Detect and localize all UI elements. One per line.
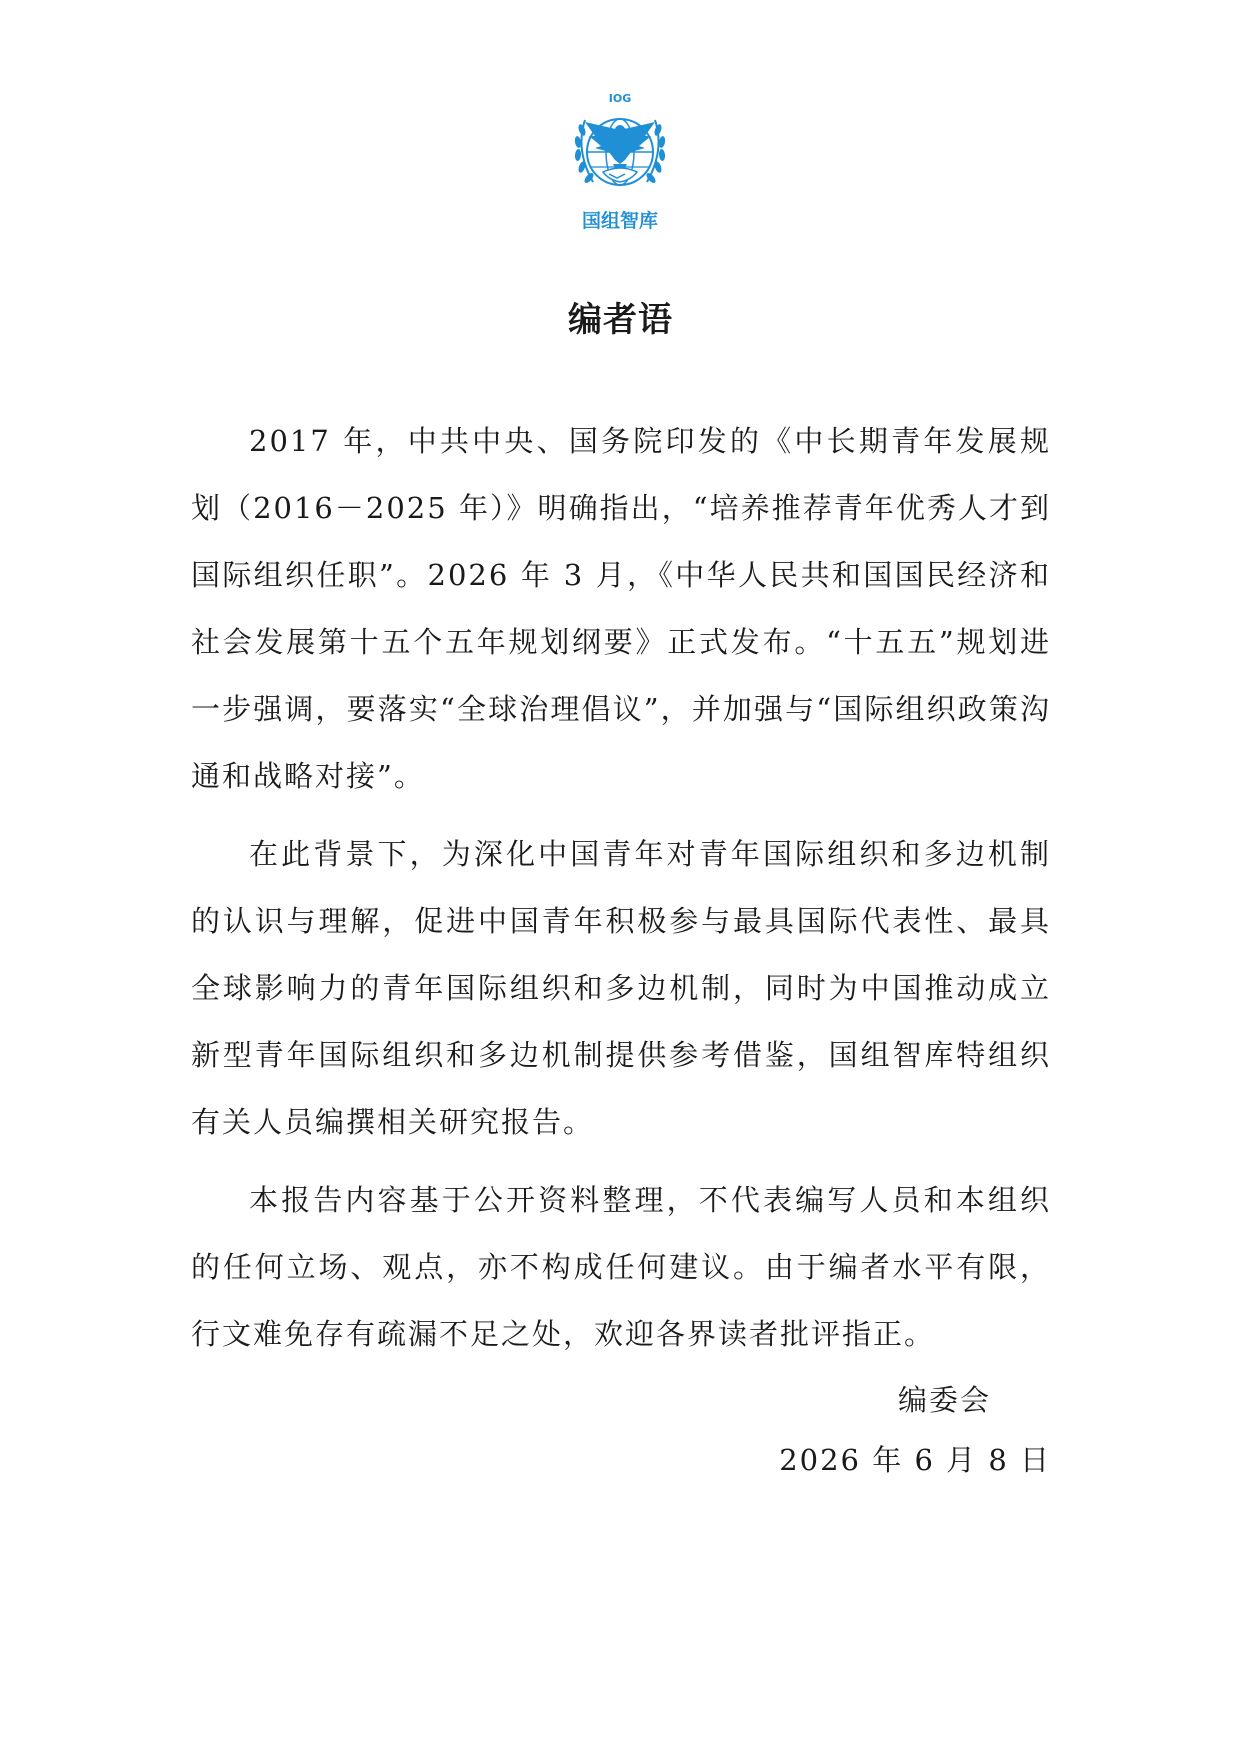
paragraph: 本报告内容基于公开资料整理，不代表编写人员和本组织的任何立场、观点，亦不构成任何建议。由于编者水平有限，行文难免存有疏漏不足之处，欢迎各界读者批评指正。 (191, 1183, 1051, 1351)
paragraph: 2017 年，中共中央、国务院印发的《中长期青年发展规划（2016－2025 年）》明确指出，“培养推荐青年优秀人才到国际组织任职”。2026 年 3 月，《中华人民共和国国民经济和社会发展第十五个五年规划纲要》正式发布。“十五五”规划进一步强调，要落实“全球治理倡议”，并加强与“国际组织政策沟通和战略对接”。 (191, 424, 1051, 793)
paragraph: 在此背景下，为深化中国青年对青年国际组织和多边机制的认识与理解，促进中国青年积极参与最具国际代表性、最具全球影响力的青年国际组织和多边机制，同时为中国推动成立新型青年国际组织和多边机制提供参考借鉴，国组智库特组织有关人员编撰相关研究报告。 (191, 837, 1051, 1139)
signature: 编委会 (897, 1383, 991, 1417)
logo-name: 国组智库 (581, 210, 658, 232)
logo-top-text: IOG (608, 92, 632, 105)
eagle-handshake-emblem-icon (565, 92, 675, 204)
date: 2026 年 6 月 8 日 (779, 1443, 1051, 1477)
page-title: 编者语 (568, 300, 673, 340)
body-text (191, 408, 1051, 1379)
iog-logo (565, 92, 675, 242)
